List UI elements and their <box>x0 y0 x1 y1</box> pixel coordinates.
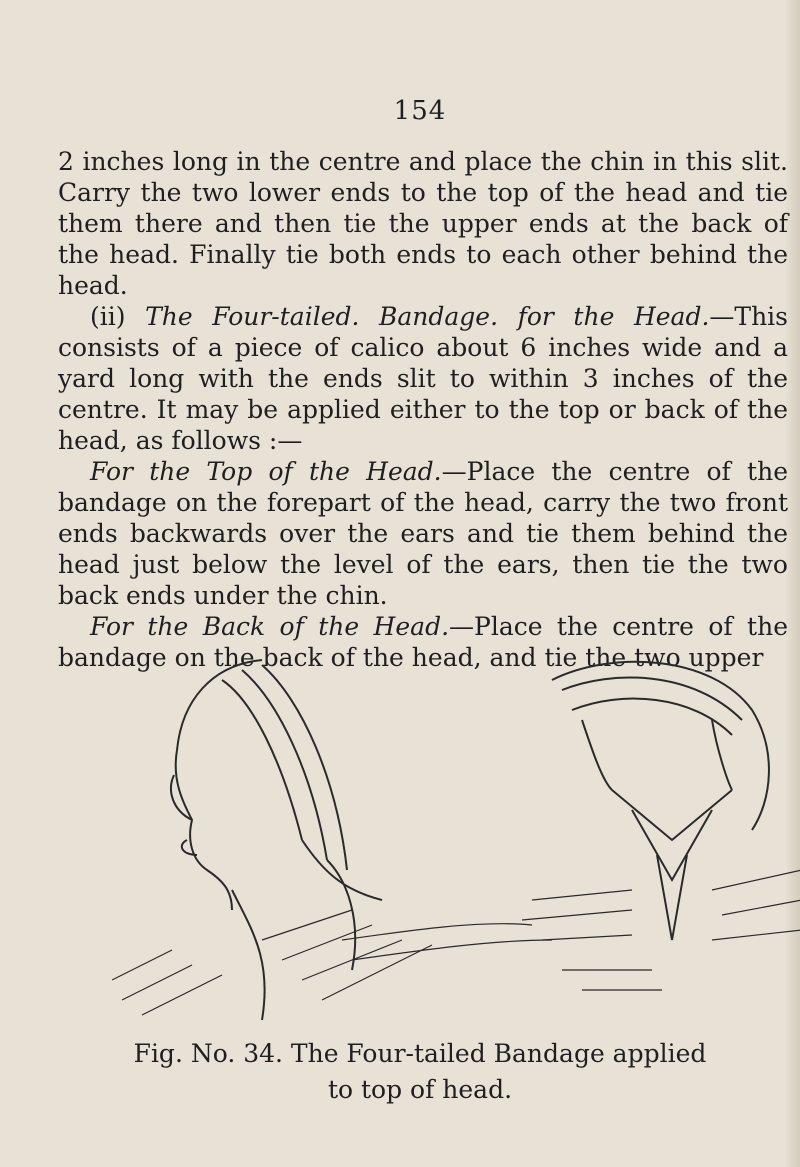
figure-caption-line-1: Fig. No. 34. The Four-tailed Bandage applied <box>133 1039 707 1068</box>
figure-caption-line-2: to top of head. <box>327 1075 513 1104</box>
body-text <box>58 146 788 673</box>
page-number: 154 <box>393 96 447 126</box>
profile-hair <box>232 890 265 1020</box>
profile-face <box>171 775 197 855</box>
bandage-drawing <box>112 640 800 1035</box>
paragraph-2-text: —This consists of a piece of calico about 6 inches wide and a yard long with the ends slit to within 3 inches of the centre. It may be applied either to the top or back of the head, as follows :— <box>58 302 789 455</box>
profile-ties <box>302 840 382 970</box>
back-head-outline <box>552 662 769 830</box>
back-bandage-knot <box>612 790 732 940</box>
bandage-illustration <box>112 640 800 1035</box>
paragraph-2-marker: (ii) <box>90 302 126 331</box>
profile-head-outline <box>176 660 262 910</box>
paragraph-3-text: —Place the centre of the bandage on the forepart of the head, carry the two front ends backwards over the ears and tie them behind the head just below the level of the ears, then tie the two back ends under the chin. <box>58 457 788 610</box>
profile-bandage-band <box>222 665 347 870</box>
back-bandage-top <box>562 678 742 735</box>
paragraph-4-title: For the Back of the Head. <box>90 612 450 641</box>
paragraph-3-title: For the Top of the Head. <box>90 457 442 486</box>
paragraph-2-title: The Four-tailed. Bandage. for the Head. <box>145 302 710 331</box>
paragraph-1-text: 2 inches long in the centre and place the chin in this slit. Carry the two lower ends to the top of the head and tie them there and then tie the upper ends at the back of the head. Finally tie both ends to each other behind the head. <box>58 147 788 300</box>
paragraph-1 <box>58 146 788 301</box>
paragraph-4-text: —Place the centre of the bandage on the back of the head, and tie the two upper <box>58 612 788 672</box>
paragraph-3 <box>58 456 788 611</box>
back-hair-lines <box>582 720 732 790</box>
paragraph-2 <box>58 301 788 456</box>
